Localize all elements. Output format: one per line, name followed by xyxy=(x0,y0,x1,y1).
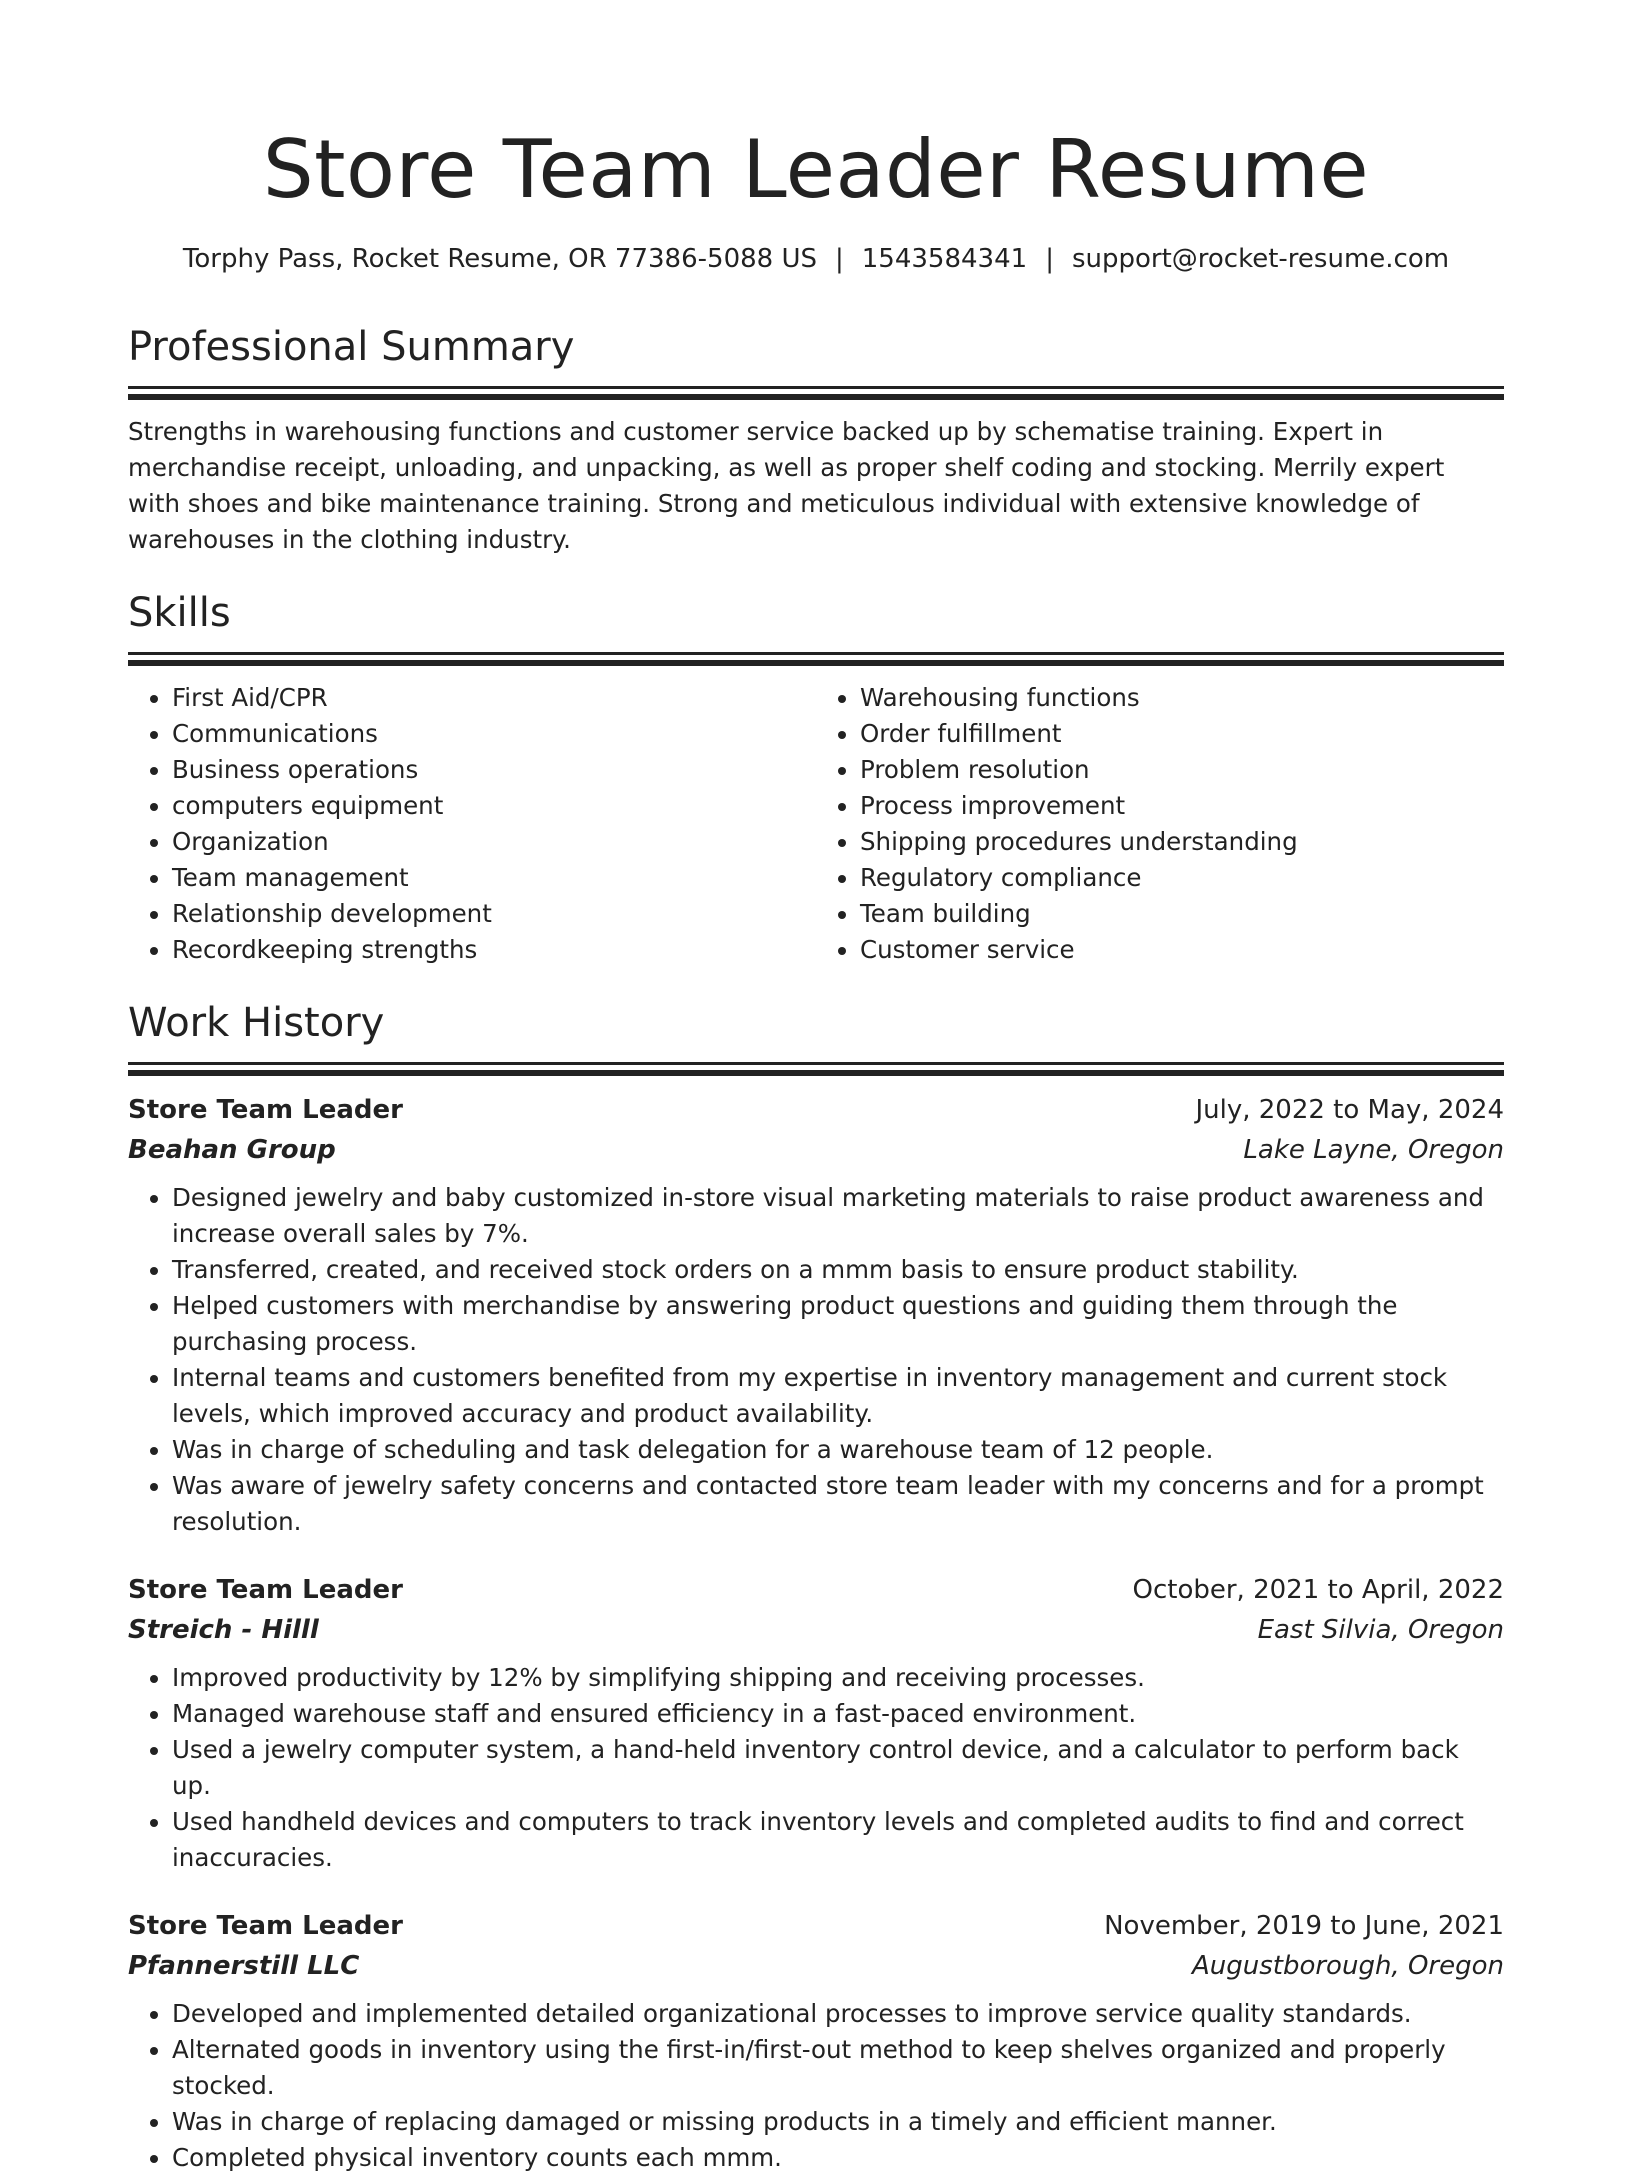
job-bullet: • Developed and implemented detailed organizational processes to improve service quality standards. xyxy=(172,1996,1504,2032)
job-entry xyxy=(128,1906,1504,2176)
skills-column-left xyxy=(128,680,816,968)
skill-item: • Recordkeeping strengths xyxy=(172,932,816,968)
job-company: Streich - Hilll xyxy=(128,1615,319,1645)
contact-separator: | xyxy=(1045,244,1054,274)
section-divider xyxy=(128,386,1504,389)
section-heading-work-history: Work History xyxy=(128,1000,385,1046)
job-bullet: • Was in charge of scheduling and task delegation for a warehouse team of 12 people. xyxy=(172,1432,1504,1468)
job-subheader xyxy=(128,1130,1504,1170)
skills-list xyxy=(128,680,1504,968)
job-header xyxy=(128,1906,1504,1946)
job-bullet: • Was in charge of replacing damaged or missing products in a timely and efficient manner. xyxy=(172,2104,1504,2140)
skill-item: • Warehousing functions xyxy=(860,680,1504,716)
job-bullet: • Completed physical inventory counts each mmm. xyxy=(172,2140,1504,2176)
section-divider xyxy=(128,1070,1504,1076)
job-bullet: • Helped customers with merchandise by answering product questions and guiding them through the purchasing process. xyxy=(172,1288,1504,1360)
job-title: Store Team Leader xyxy=(128,1575,403,1605)
contact-email: support@rocket-resume.com xyxy=(1071,244,1450,274)
job-title: Store Team Leader xyxy=(128,1095,403,1125)
skill-item: • Order fulfillment xyxy=(860,716,1504,752)
job-dates: October, 2021 to April, 2022 xyxy=(1132,1575,1504,1605)
job-subheader xyxy=(128,1610,1504,1650)
skill-item: • Communications xyxy=(172,716,816,752)
job-bullet: • Managed warehouse staff and ensured efficiency in a fast-paced environment. xyxy=(172,1696,1504,1732)
section-heading-summary: Professional Summary xyxy=(128,324,575,370)
contact-address: Torphy Pass, Rocket Resume, OR 77386-5088 US xyxy=(182,244,817,274)
contact-separator: | xyxy=(835,244,844,274)
section-heading-skills: Skills xyxy=(128,590,231,636)
skill-item: • Team building xyxy=(860,896,1504,932)
section-divider xyxy=(128,1062,1504,1065)
skill-item: • Organization xyxy=(172,824,816,860)
job-bullet: • Improved productivity by 12% by simplifying shipping and receiving processes. xyxy=(172,1660,1504,1696)
job-location: East Silvia, Oregon xyxy=(1257,1615,1504,1645)
section-divider xyxy=(128,394,1504,400)
job-bullet: • Designed jewelry and baby customized in-store visual marketing materials to raise product awareness and increase overall sales by 7%. xyxy=(172,1180,1504,1252)
skills-column-right xyxy=(816,680,1504,968)
job-bullet: • Transferred, created, and received stock orders on a mmm basis to ensure product stability. xyxy=(172,1252,1504,1288)
summary-text: Strengths in warehousing functions and customer service backed up by schematise training. Expert in merchandise receipt, unloading, and unpacking, as well as proper shelf coding and stocking. Merrily expert with shoes and bike maintenance training. Strong and meticulous individual with extensive knowledge of warehouses in the clothing industry. xyxy=(128,417,1445,554)
job-subheader xyxy=(128,1946,1504,1986)
job-bullets xyxy=(128,1660,1504,1876)
resume-title: Store Team Leader Resume xyxy=(262,123,1370,216)
job-bullets xyxy=(128,1180,1504,1540)
job-bullet: • Internal teams and customers benefited from my expertise in inventory management and current stock levels, which improved accuracy and product availability. xyxy=(172,1360,1504,1432)
job-dates: November, 2019 to June, 2021 xyxy=(1104,1911,1504,1941)
skill-item: • Problem resolution xyxy=(860,752,1504,788)
job-company: Beahan Group xyxy=(128,1135,336,1165)
skill-item: • Shipping procedures understanding xyxy=(860,824,1504,860)
skill-item: • Team management xyxy=(172,860,816,896)
job-header xyxy=(128,1090,1504,1130)
section-divider xyxy=(128,652,1504,655)
job-entry xyxy=(128,1570,1504,1876)
skill-item: • First Aid/CPR xyxy=(172,680,816,716)
job-bullet: • Was aware of jewelry safety concerns and contacted store team leader with my concerns and for a prompt resolution. xyxy=(172,1468,1504,1540)
job-bullet: • Used a jewelry computer system, a hand-held inventory control device, and a calculator to perform back up. xyxy=(172,1732,1504,1804)
contact-phone: 1543584341 xyxy=(861,244,1028,274)
job-bullet: • Used handheld devices and computers to track inventory levels and completed audits to find and correct inaccuracies. xyxy=(172,1804,1504,1876)
skill-item: • Business operations xyxy=(172,752,816,788)
job-entry xyxy=(128,1090,1504,1540)
job-bullets xyxy=(128,1996,1504,2176)
skill-item: • computers equipment xyxy=(172,788,816,824)
job-header xyxy=(128,1570,1504,1610)
job-location: Lake Layne, Oregon xyxy=(1243,1135,1504,1165)
job-company: Pfannerstill LLC xyxy=(128,1951,360,1981)
skill-item: • Customer service xyxy=(860,932,1504,968)
job-dates: July, 2022 to May, 2024 xyxy=(1195,1095,1504,1125)
job-bullet: • Alternated goods in inventory using the first-in/first-out method to keep shelves organized and properly stocked. xyxy=(172,2032,1504,2104)
job-location: Augustborough, Oregon xyxy=(1191,1951,1504,1981)
job-title: Store Team Leader xyxy=(128,1911,403,1941)
skill-item: • Regulatory compliance xyxy=(860,860,1504,896)
skill-item: • Process improvement xyxy=(860,788,1504,824)
skill-item: • Relationship development xyxy=(172,896,816,932)
contact-line xyxy=(128,242,1504,276)
section-divider xyxy=(128,660,1504,666)
